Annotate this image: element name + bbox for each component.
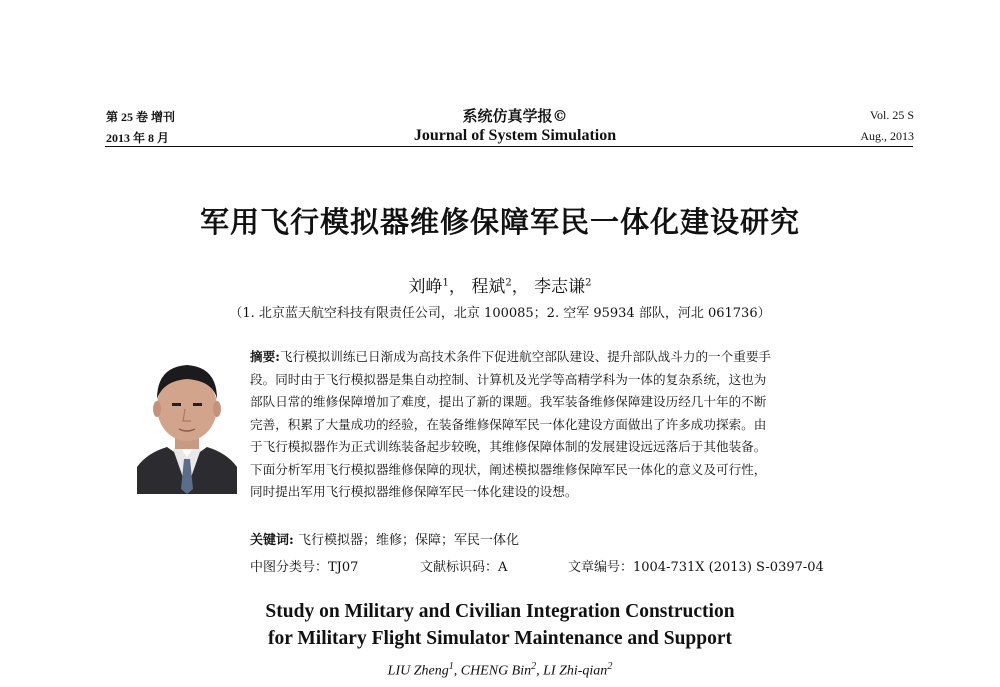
author-en-sup: 1 [448,661,454,672]
keywords-label: 关键词: [250,533,294,548]
abstract-line: 部队日常的维修保障增加了难度，提出了新的课题。我军装备维修保障建设历经几十年的不断 [250,394,767,409]
author-cn-sep: ， [511,277,529,297]
author-cn-sup: 1 [442,277,449,289]
author-cn-name: 程斌 [471,277,506,297]
abstract-line: 完善，积累了大量成功的经验，在装备维修保障军民一体化建设方面做出了许多成功探索。由 [250,416,767,432]
abstract [250,346,892,504]
author-en-sep: , [536,663,544,679]
authors-en [0,661,1000,680]
document-code: 文献标识码：A [420,560,508,575]
paper-title-cn: 军用飞行模拟器维修保障军民一体化建设研究 [199,205,800,239]
date-en: Aug., 2013 [860,129,914,143]
journal-title-en: Journal of System Simulation [413,127,617,144]
author-en-sep: , [453,663,461,679]
paper-title-en-line: Study on Military and Civilian Integration Construction [265,601,735,622]
abstract-label: 摘要: [250,349,280,364]
keywords-text: 飞行模拟器；维修；保障；军民一体化 [297,533,519,548]
author-en-name: CHENG Bin [460,663,532,679]
volume-issue-cn: 第 25 卷 增刊 [106,110,176,124]
keywords [250,529,519,548]
author-en-name: LI Zhi-qian [543,663,608,679]
header-rule [105,146,913,147]
affiliation-cn: （1. 北京蓝天航空科技有限责任公司，北京 100085；2. 空军 95934 部队，河北 061736） [229,306,771,321]
author-en-sup: 2 [607,661,613,672]
author-cn-sep: ， [448,277,466,297]
abstract-line: 摘要:飞行模拟训练已日渐成为高技术条件下促进航空部队建设、提升部队战斗力的一个重要手 [250,349,771,364]
paper-title-en-line: for Military Flight Simulator Maintenance and Support [267,628,733,649]
abstract-line: 下面分析军用飞行模拟器维修保障的现状，阐述模拟器维修保障军民一体化的意义及可行性， [250,461,767,477]
author-cn-sup: 2 [505,277,512,289]
author-en-name: LIU Zheng [387,663,449,679]
article-number: 文章编号：1004-731X (2013) S-0397-04 [568,560,824,575]
date-cn: 2013 年 8 月 [106,131,170,145]
volume-en: Vol. 25 S [869,108,914,122]
author-cn-sup: 2 [585,277,592,289]
authors-cn [0,272,1000,297]
paper-title-en [0,598,1000,652]
author-cn-name: 刘峥 [408,277,443,297]
author-portrait-illustration [137,349,237,494]
clc-number: 中图分类号：TJ07 [250,560,359,575]
abstract-line: 于飞行模拟器作为正式训练装备起步较晚，其维修保障体制的发展建设远远落后于其他装备。 [250,439,767,454]
author-photo [137,349,237,494]
abstract-line: 同时提出军用飞行模拟器维修保障军民一体化建设的设想。 [250,484,578,499]
author-cn-name: 李志谦 [534,277,586,297]
journal-title-cn: 系统仿真学报© [462,107,568,125]
author-en-sup: 2 [531,661,537,672]
abstract-line: 段。同时由于飞行模拟器是集自动控制、计算机及光学等高精学科为一体的复杂系统，这也为 [250,371,767,387]
